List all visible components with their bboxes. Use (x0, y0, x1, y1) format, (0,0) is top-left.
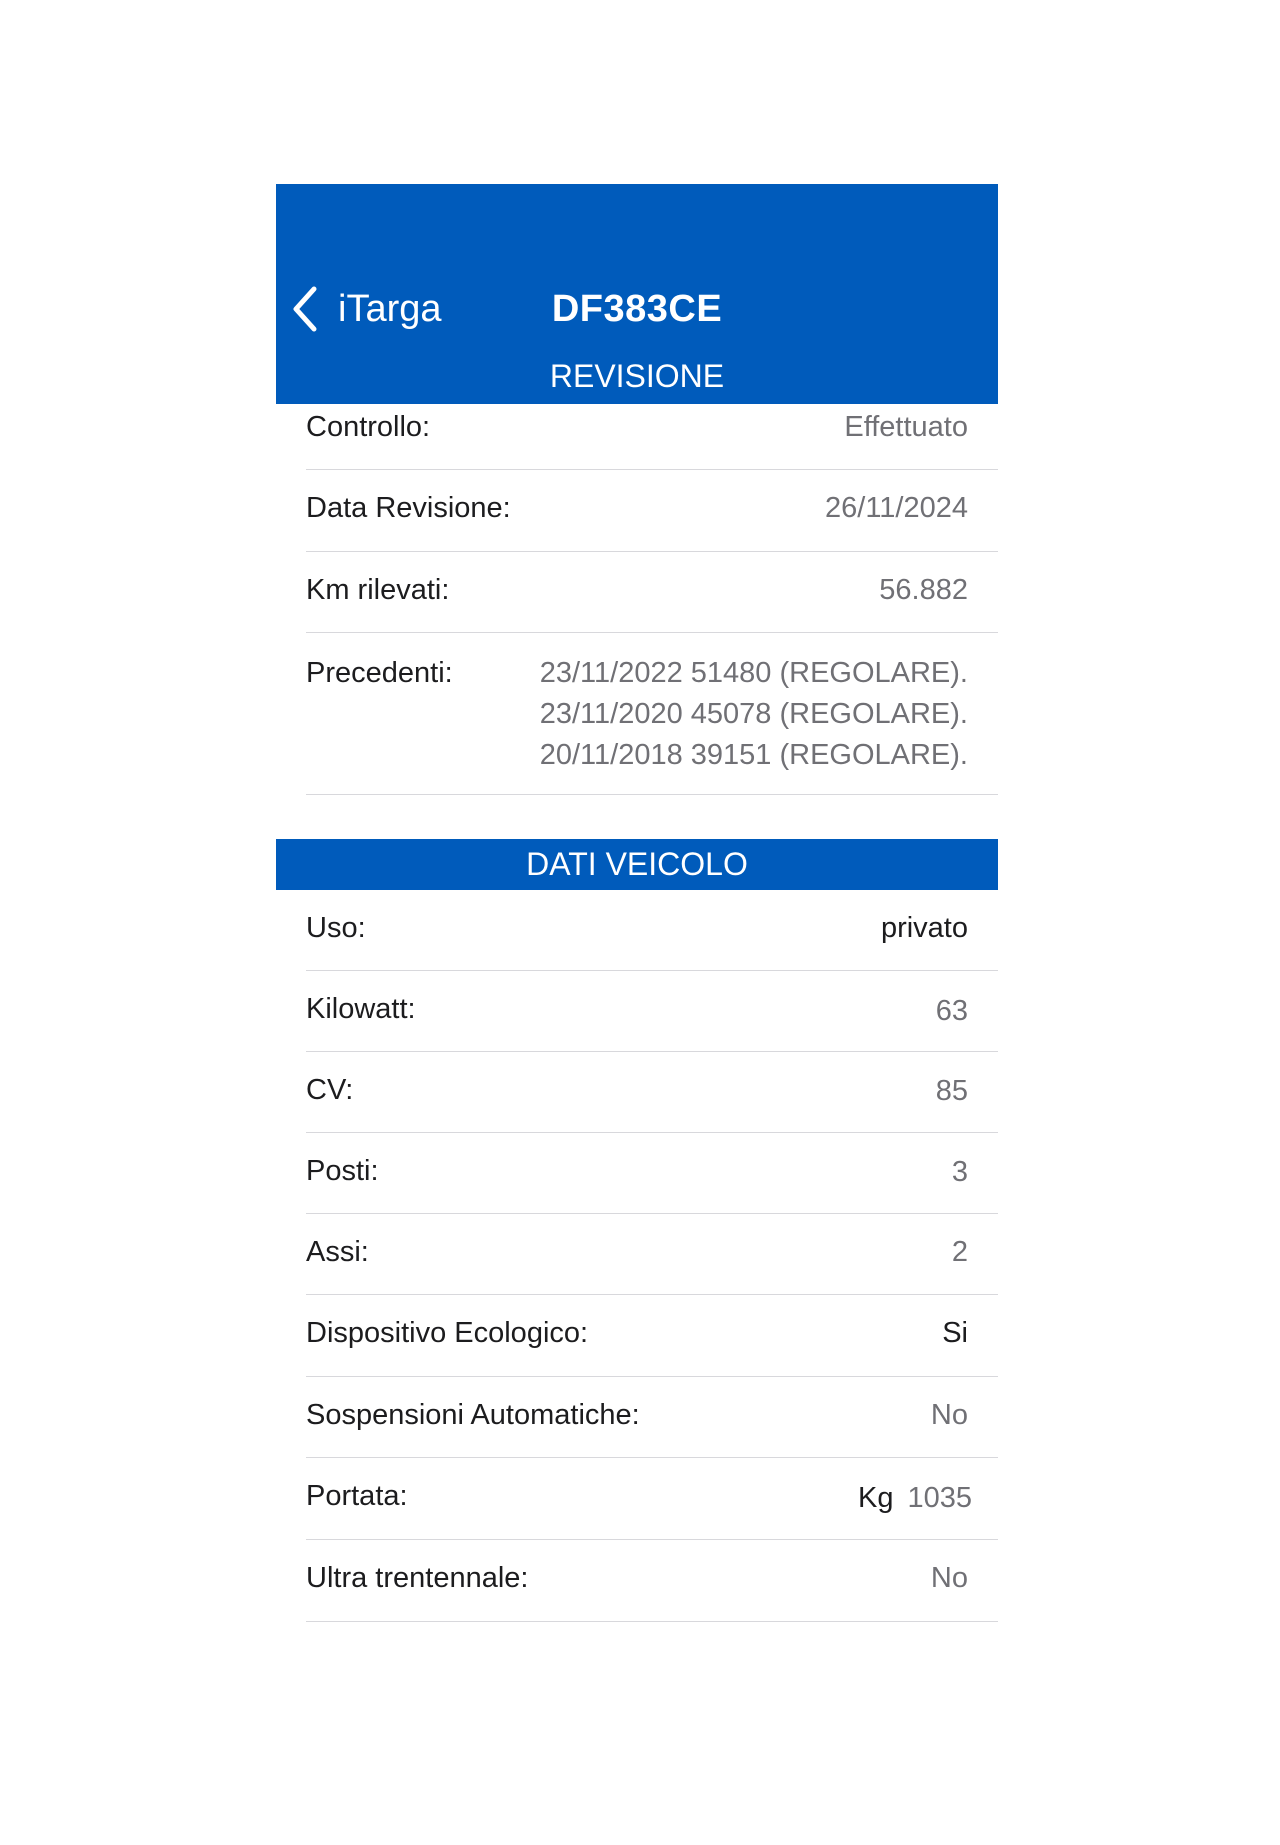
row-sospensioni-automatiche (306, 1377, 998, 1458)
back-label: iTarga (338, 287, 442, 330)
value-ultra-trentennale: No (930, 1562, 968, 1594)
row-precedenti (306, 633, 998, 795)
portata-amount: 1035 (907, 1482, 972, 1514)
value-posti: 3 (951, 1156, 968, 1188)
portata-unit: Kg (858, 1482, 894, 1514)
row-km-rilevati (306, 552, 998, 633)
nav-header (276, 184, 998, 404)
precedente-line: 23/11/2020 45078 (REGOLARE). (539, 698, 968, 730)
value-data-revisione: 26/11/2024 (825, 492, 968, 524)
label-ultra-trentennale: Ultra trentennale: (306, 1562, 529, 1594)
row-assi (306, 1214, 998, 1295)
section-title-revisione: REVISIONE (549, 358, 725, 394)
row-controllo (306, 404, 998, 470)
precedente-line: 23/11/2022 51480 (REGOLARE). (539, 657, 968, 689)
row-posti (306, 1133, 998, 1214)
row-data-revisione (306, 470, 998, 552)
plate-title: DF383CE (551, 288, 723, 330)
row-kilowatt (306, 971, 998, 1052)
label-posti: Posti: (306, 1155, 379, 1187)
label-portata: Portata: (306, 1480, 408, 1512)
row-uso (306, 891, 998, 971)
precedente-line: 20/11/2018 39151 (REGOLARE). (539, 739, 968, 771)
value-cv: 85 (935, 1075, 968, 1107)
row-cv (306, 1052, 998, 1133)
value-kilowatt: 63 (935, 995, 968, 1027)
value-assi: 2 (951, 1236, 968, 1268)
row-dispositivo-ecologico (306, 1295, 998, 1377)
value-sospensioni-automatiche: No (930, 1399, 968, 1431)
section-title-dati-veicolo: DATI VEICOLO (276, 839, 998, 890)
row-ultra-trentennale (306, 1540, 998, 1622)
value-km-rilevati: 56.882 (879, 574, 968, 606)
value-portata (858, 1482, 972, 1515)
label-cv: CV: (306, 1074, 354, 1106)
label-sospensioni-automatiche: Sospensioni Automatiche: (306, 1399, 640, 1431)
value-dispositivo-ecologico: Si (942, 1317, 968, 1349)
label-controllo: Controllo: (306, 411, 431, 443)
row-portata (306, 1458, 998, 1540)
label-kilowatt: Kilowatt: (306, 993, 416, 1025)
label-data-revisione: Data Revisione: (306, 492, 511, 524)
value-controllo: Effettuato (844, 411, 968, 443)
label-dispositivo-ecologico: Dispositivo Ecologico: (306, 1317, 589, 1349)
value-uso: privato (880, 912, 968, 944)
label-precedenti: Precedenti: (306, 657, 453, 689)
label-km-rilevati: Km rilevati: (306, 574, 450, 606)
value-precedenti (540, 653, 968, 776)
label-uso: Uso: (306, 912, 366, 944)
label-assi: Assi: (306, 1236, 369, 1268)
